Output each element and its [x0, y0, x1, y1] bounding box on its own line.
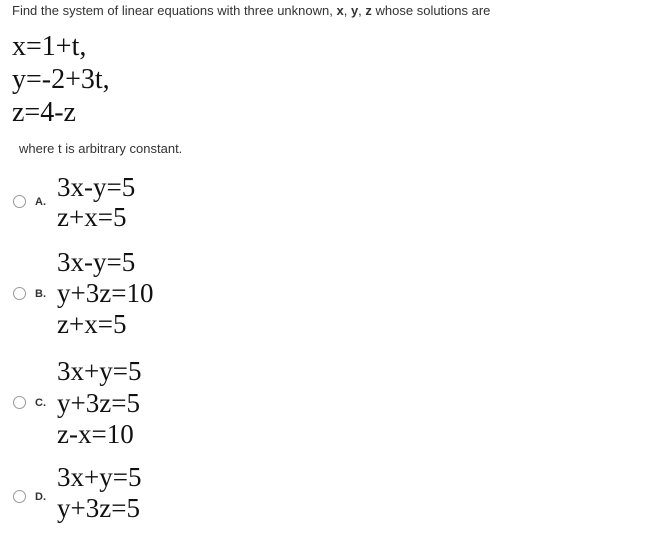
given-equation-z: z=4-z: [12, 97, 76, 128]
question-sep-2: ,: [358, 3, 366, 18]
given-equation-y: y=-2+3t,: [12, 64, 110, 95]
var-y: y: [350, 3, 359, 18]
option-c-equation-1: 3x+y=5: [57, 356, 142, 386]
option-d-equation-2: y+3z=5: [57, 493, 140, 523]
question-sep-1: ,: [343, 3, 351, 18]
option-b[interactable]: [0, 249, 649, 349]
option-b-equation-3: z+x=5: [57, 309, 127, 339]
constant-note: where t is arbitrary constant.: [19, 141, 183, 156]
option-c-equation-2: y+3z=5: [57, 388, 140, 418]
option-c-equation-3: z-x=10: [57, 419, 134, 449]
option-b-equation-2: y+3z=10: [57, 278, 154, 308]
option-c-radio[interactable]: [13, 396, 26, 409]
option-a-equation-1: 3x-y=5: [57, 172, 136, 202]
option-a-letter: A.: [35, 196, 46, 208]
question-text: [12, 3, 490, 18]
question-suffix: whose solutions are: [371, 3, 491, 18]
question-prefix: Find the system of linear equations with three unknown,: [12, 3, 337, 18]
option-c[interactable]: [0, 356, 649, 456]
option-b-radio[interactable]: [13, 287, 26, 300]
option-a-equation-2: z+x=5: [57, 202, 127, 232]
option-d-radio[interactable]: [13, 490, 26, 503]
option-d-letter: D.: [35, 491, 46, 503]
option-d-equation-1: 3x+y=5: [57, 462, 142, 492]
option-b-letter: B.: [35, 288, 46, 300]
var-x: x: [336, 3, 344, 18]
given-equation-x: x=1+t,: [12, 31, 87, 62]
option-d[interactable]: [0, 462, 649, 532]
option-c-letter: C.: [35, 397, 46, 409]
option-a-radio[interactable]: [13, 195, 26, 208]
var-z: z: [365, 3, 372, 18]
option-b-equation-1: 3x-y=5: [57, 247, 136, 277]
